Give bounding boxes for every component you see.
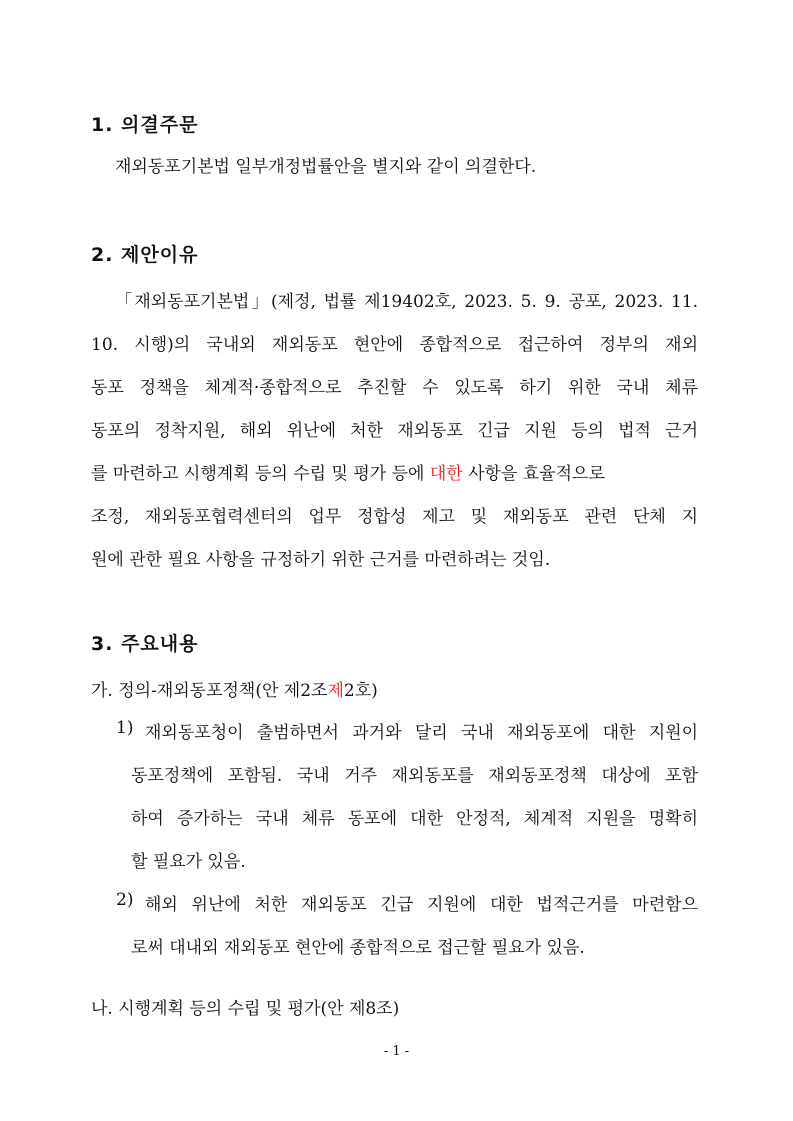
reason-line-2: 10. 시행)의 국내외 재외동포 현안에 종합적으로 접근하여 정부의 재외 [91,335,698,355]
reason-line-5-a: 를 마련하고 시행계획 등의 수립 및 평가 등에 [91,464,430,484]
ga-prefix: 가. 정의-재외동포정책(안 제2조 [91,681,328,701]
item-1-line-4: 할 필요가 있음. [131,852,246,872]
heading-3: 3. 주요내용 [91,633,199,655]
ga-highlight: 제 [327,681,344,701]
item-2-line-1: 해외 위난에 처한 재외동포 긴급 지원에 대한 법적근거를 마련함으 [145,895,698,915]
item-1-line-2: 동포정책에 포함됨. 국내 거주 재외동포를 재외동포정책 대상에 포함 [131,766,698,786]
item-2-number: 2) [116,890,134,910]
item-1-number: 1) [116,718,134,738]
reason-line-7: 원에 관한 필요 사항을 규정하기 위한 근거를 마련하려는 것임. [91,550,551,570]
reason-line-1: 「재외동포기본법」(제정, 법률 제19402호, 2023. 5. 9. 공포, 2023. 11. [115,292,698,312]
page-number: - 1 - [383,1044,410,1059]
subsection-na: 나. 시행계획 등의 수립 및 평가(안 제8조) [91,999,400,1019]
highlight-text: 대한 [429,464,463,484]
item-2-line-2: 로써 대내외 재외동포 현안에 종합적으로 접근할 필요가 있음. [131,938,585,958]
heading-1: 1. 의결주문 [91,114,199,136]
ga-suffix: 2호) [343,681,378,701]
reason-line-3: 동포 정책을 체계적·종합적으로 추진할 수 있도록 하기 위한 국내 체류 [91,378,698,398]
section-1-body: 재외동포기본법 일부개정법률안을 별지와 같이 의결한다. [115,157,537,177]
reason-line-4: 동포의 정착지원, 해외 위난에 처한 재외동포 긴급 지원 등의 법적 근거 [91,421,698,441]
item-1-line-1: 재외동포청이 출범하면서 과거와 달리 국내 재외동포에 대한 지원이 [145,723,698,743]
heading-2: 2. 제안이유 [91,244,199,266]
reason-line-5-b: 사항을 효율적으로 [462,464,605,484]
reason-line-6: 조정, 재외동포협력센터의 업무 정합성 제고 및 재외동포 관련 단체 지 [91,507,698,527]
item-1-line-3: 하여 증가하는 국내 체류 동포에 대한 안정적, 체계적 지원을 명확히 [131,809,698,829]
subsection-ga [91,676,378,701]
reason-line-5 [91,459,698,484]
